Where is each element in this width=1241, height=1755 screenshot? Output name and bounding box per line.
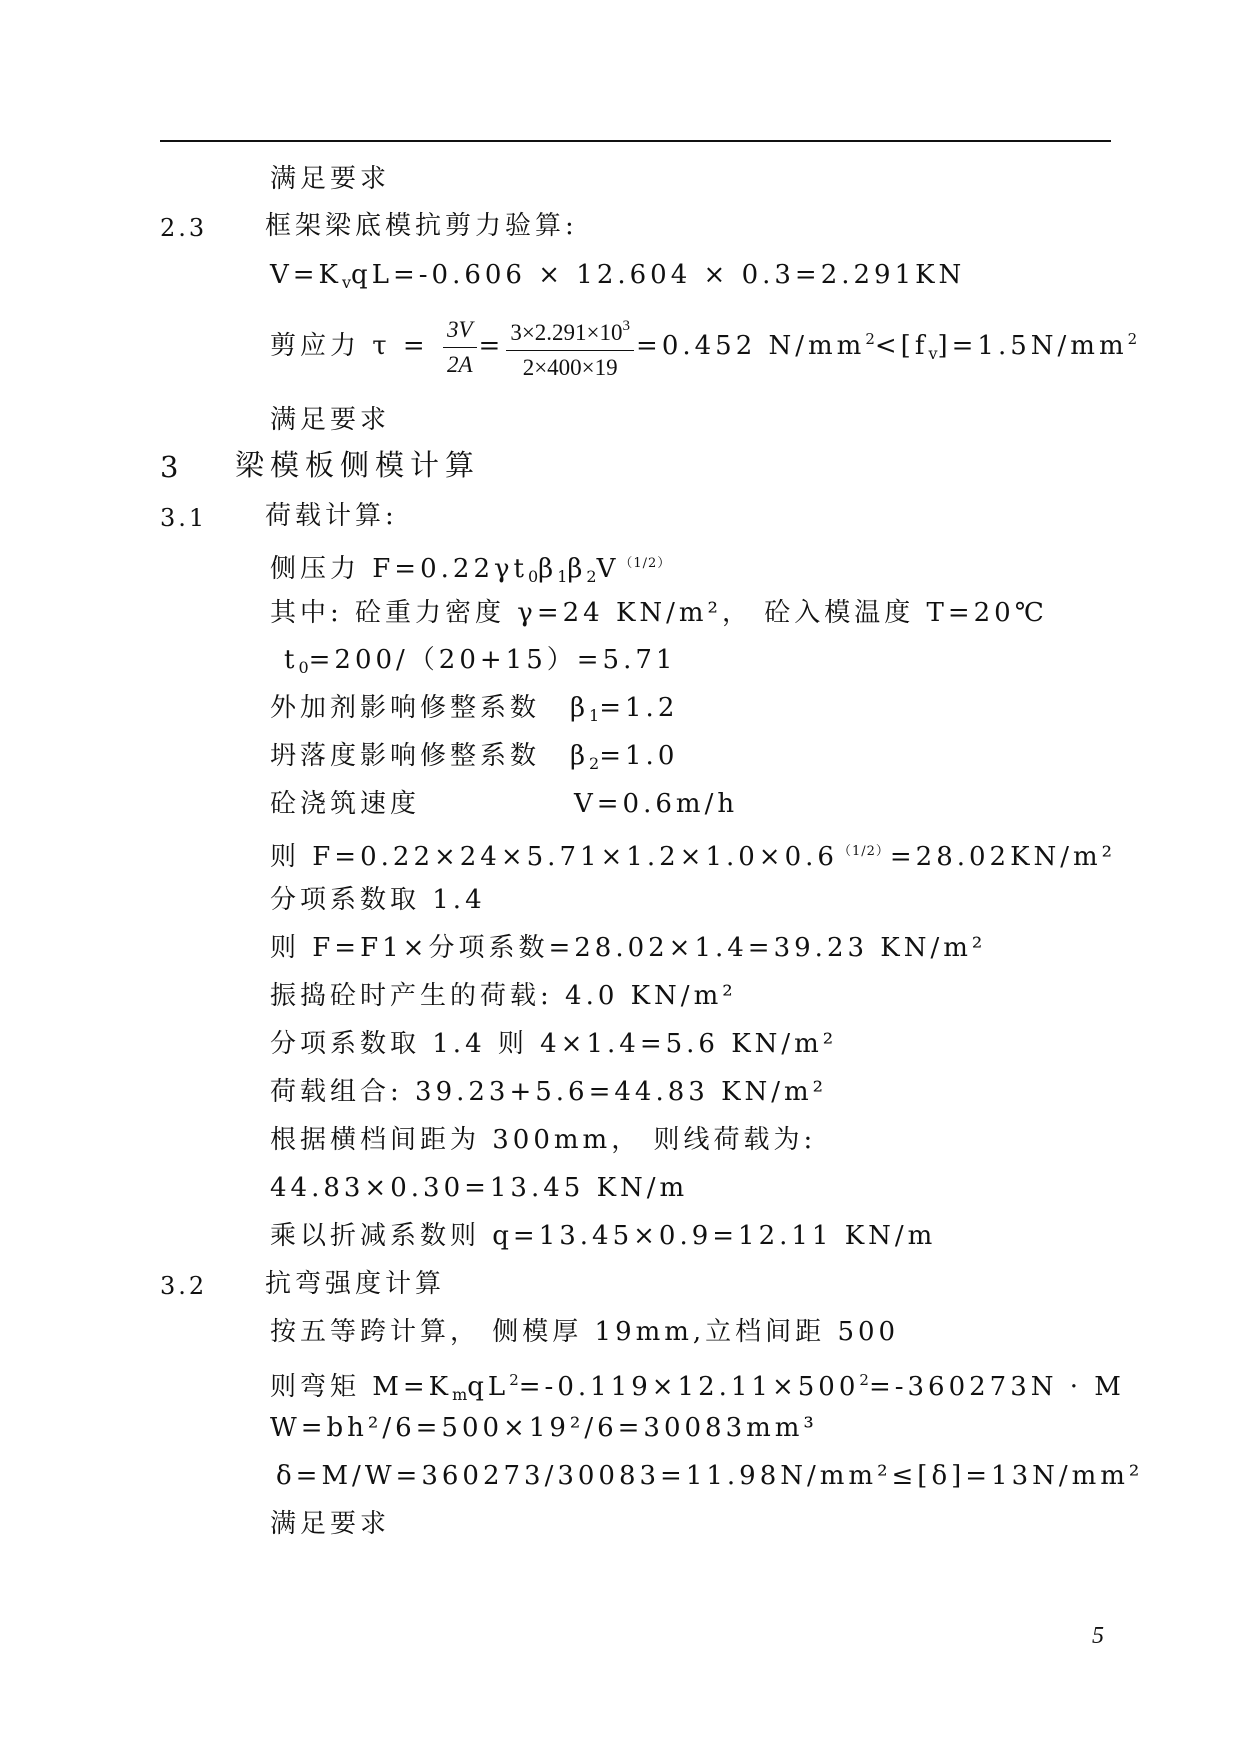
section-title: 荷载计算:	[265, 501, 398, 531]
text-line: 荷载组合: 39.23+5.6=44.83 KN/m²	[270, 1077, 828, 1107]
text-line: 满足要求	[270, 1509, 391, 1539]
formula-line: $V=K_vqL=-0.606 \times 12.604 \times 0.3=2.291KN$	[270, 260, 966, 292]
text-line: 分项系数取 1.4 则 4×1.4=5.6 KN/m²	[270, 1029, 838, 1059]
formula-line: 坍落度影响修整系数 $\beta_2=1.0$	[270, 741, 679, 773]
text-line: 44.83×0.30=13.45 KN/m	[270, 1173, 689, 1203]
text-line: 振捣砼时产生的荷载: 4.0 KN/m²	[270, 981, 737, 1011]
section-title: 框架梁底模抗剪力验算:	[265, 211, 578, 241]
text-line: 其中: 砼重力密度 γ=24 KN/m²， 砼入模温度 T=20℃	[270, 598, 1048, 628]
section-number: 2.3	[160, 214, 208, 242]
section-heading: 梁模板侧模计算	[235, 448, 481, 482]
text-line: 根据横档间距为 300mm， 则线荷载为:	[270, 1125, 817, 1155]
text-line: 则 F=F1×分项系数=28.02×1.4=39.23 KN/m²	[270, 933, 987, 963]
formula-line: 则 $F=0.22\times 24\times 5.71\times 1.2\times 1.0\times 0.6^{(1/2)}=28.02KN/m^2$	[270, 842, 1117, 872]
section-number: 3.1	[160, 504, 208, 532]
formula-line: $t_0=200/(20+15)=5.71$	[284, 645, 677, 677]
text-line: 满足要求	[270, 164, 391, 194]
section-number: 3.2	[160, 1272, 208, 1300]
fraction: $\frac{3\times 2.291\times 10^3}{2\times 400\times 19}$	[506, 313, 634, 381]
text-line: 满足要求	[270, 405, 391, 435]
formula-line: 外加剂影响修整系数 $\beta_1=1.2$	[270, 693, 679, 725]
page-number: 5	[1092, 1623, 1104, 1649]
header-rule	[160, 140, 1111, 142]
text-line: 砼浇筑速度	[270, 789, 421, 819]
text-line: 按五等跨计算， 侧模厚 19mm,立档间距 500	[270, 1317, 900, 1347]
section-title: 抗弯强度计算	[265, 1269, 446, 1299]
fraction: $\frac{3V}{2A}$	[443, 317, 477, 378]
formula-line: 则弯矩 $M=K_mqL^2=-0.119\times 12.11\times 500^2=-360273N \cdot M$	[270, 1371, 1125, 1404]
formula-line: 侧压力 $F=0.22\gamma t_0\beta_1\beta_2V^{(1/2)}$	[270, 554, 672, 586]
text-line: V=0.6m/h	[574, 789, 739, 819]
text-line: W=bh²/6=500×19²/6=30083mm³	[270, 1413, 818, 1443]
shear-stress-formula: 剪应力 τ = $\frac{3V}{2A}$ = $\frac{3\times 2.291\times 10^3}{2\times 400\times 19}$ =0.452 $N/mm^2<[f_v]=1.5N/mm^2$	[270, 313, 1137, 381]
section-number: 3	[160, 450, 185, 484]
text-line: 乘以折减系数则 q=13.45×0.9=12.11 KN/m	[270, 1221, 937, 1251]
text-line: 分项系数取 1.4	[270, 885, 486, 915]
text-line: δ=M/W=360273/30083=11.98N/mm²≤[δ]=13N/mm²	[276, 1461, 1144, 1491]
